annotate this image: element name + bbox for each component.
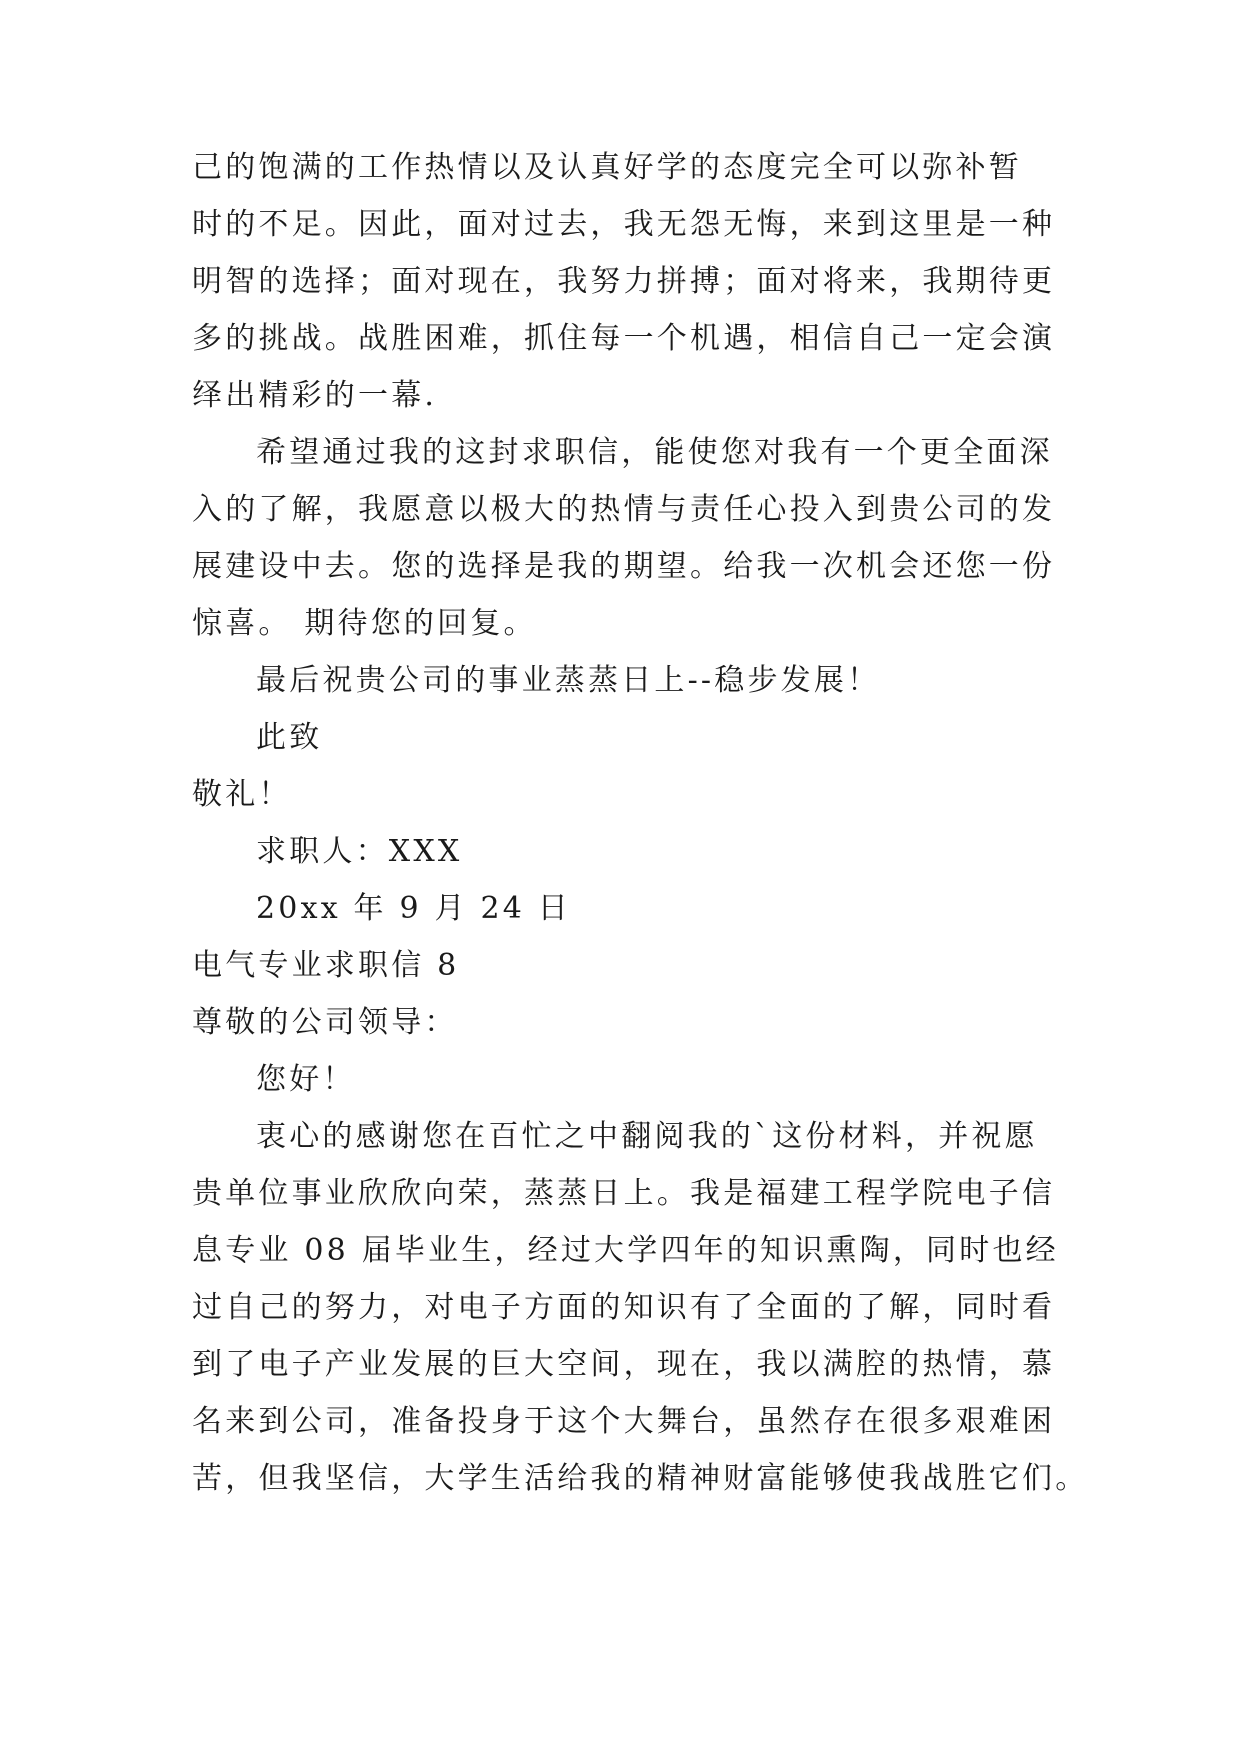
closing-wish: 最后祝贵公司的事业蒸蒸日上--稳步发展！ (256, 663, 881, 698)
body-line: 绎出精彩的一幕. (192, 378, 438, 413)
salutation-regards: 敬礼！ (192, 777, 292, 812)
letter-greeting: 尊敬的公司领导： (192, 1005, 458, 1040)
letter-date: 20xx 年 9 月 24 日 (256, 891, 571, 926)
body-line: 展建设中去。您的选择是我的期望。给我一次机会还您一份 (192, 549, 1056, 584)
section-title: 电气专业求职信 8 (192, 948, 460, 983)
salutation-closing: 此致 (256, 720, 323, 755)
paragraph-start-line: 衷心的感谢您在百忙之中翻阅我的`这份材料，并祝愿 (256, 1119, 1038, 1154)
paragraph-start-line: 希望通过我的这封求职信，能使您对我有一个更全面深 (256, 435, 1053, 470)
body-line: 贵单位事业欣欣向荣，蒸蒸日上。我是福建工程学院电子信 (192, 1176, 1056, 1211)
body-line: 苦，但我坚信，大学生活给我的精神财富能够使我战胜它们。 (192, 1461, 1089, 1496)
applicant-signature: 求职人：XXX (256, 834, 463, 869)
body-line: 到了电子产业发展的巨大空间，现在，我以满腔的热情，慕 (192, 1347, 1056, 1382)
body-line: 多的挑战。战胜困难，抓住每一个机遇，相信自己一定会演 (192, 321, 1056, 356)
body-line: 时的不足。因此，面对过去，我无怨无悔，来到这里是一种 (192, 207, 1056, 242)
body-line: 明智的选择；面对现在，我努力拼搏；面对将来，我期待更 (192, 264, 1056, 299)
body-line: 息专业 08 届毕业生，经过大学四年的知识熏陶，同时也经 (192, 1233, 1059, 1268)
body-line: 过自己的努力，对电子方面的知识有了全面的了解，同时看 (192, 1290, 1056, 1325)
body-line: 惊喜。 期待您的回复。 (192, 606, 537, 641)
body-line: 入的了解，我愿意以极大的热情与责任心投入到贵公司的发 (192, 492, 1056, 527)
body-line: 名来到公司，准备投身于这个大舞台，虽然存在很多艰难困 (192, 1404, 1056, 1439)
letter-hello: 您好！ (256, 1062, 356, 1097)
body-line: 己的饱满的工作热情以及认真好学的态度完全可以弥补暂 (192, 150, 1022, 185)
